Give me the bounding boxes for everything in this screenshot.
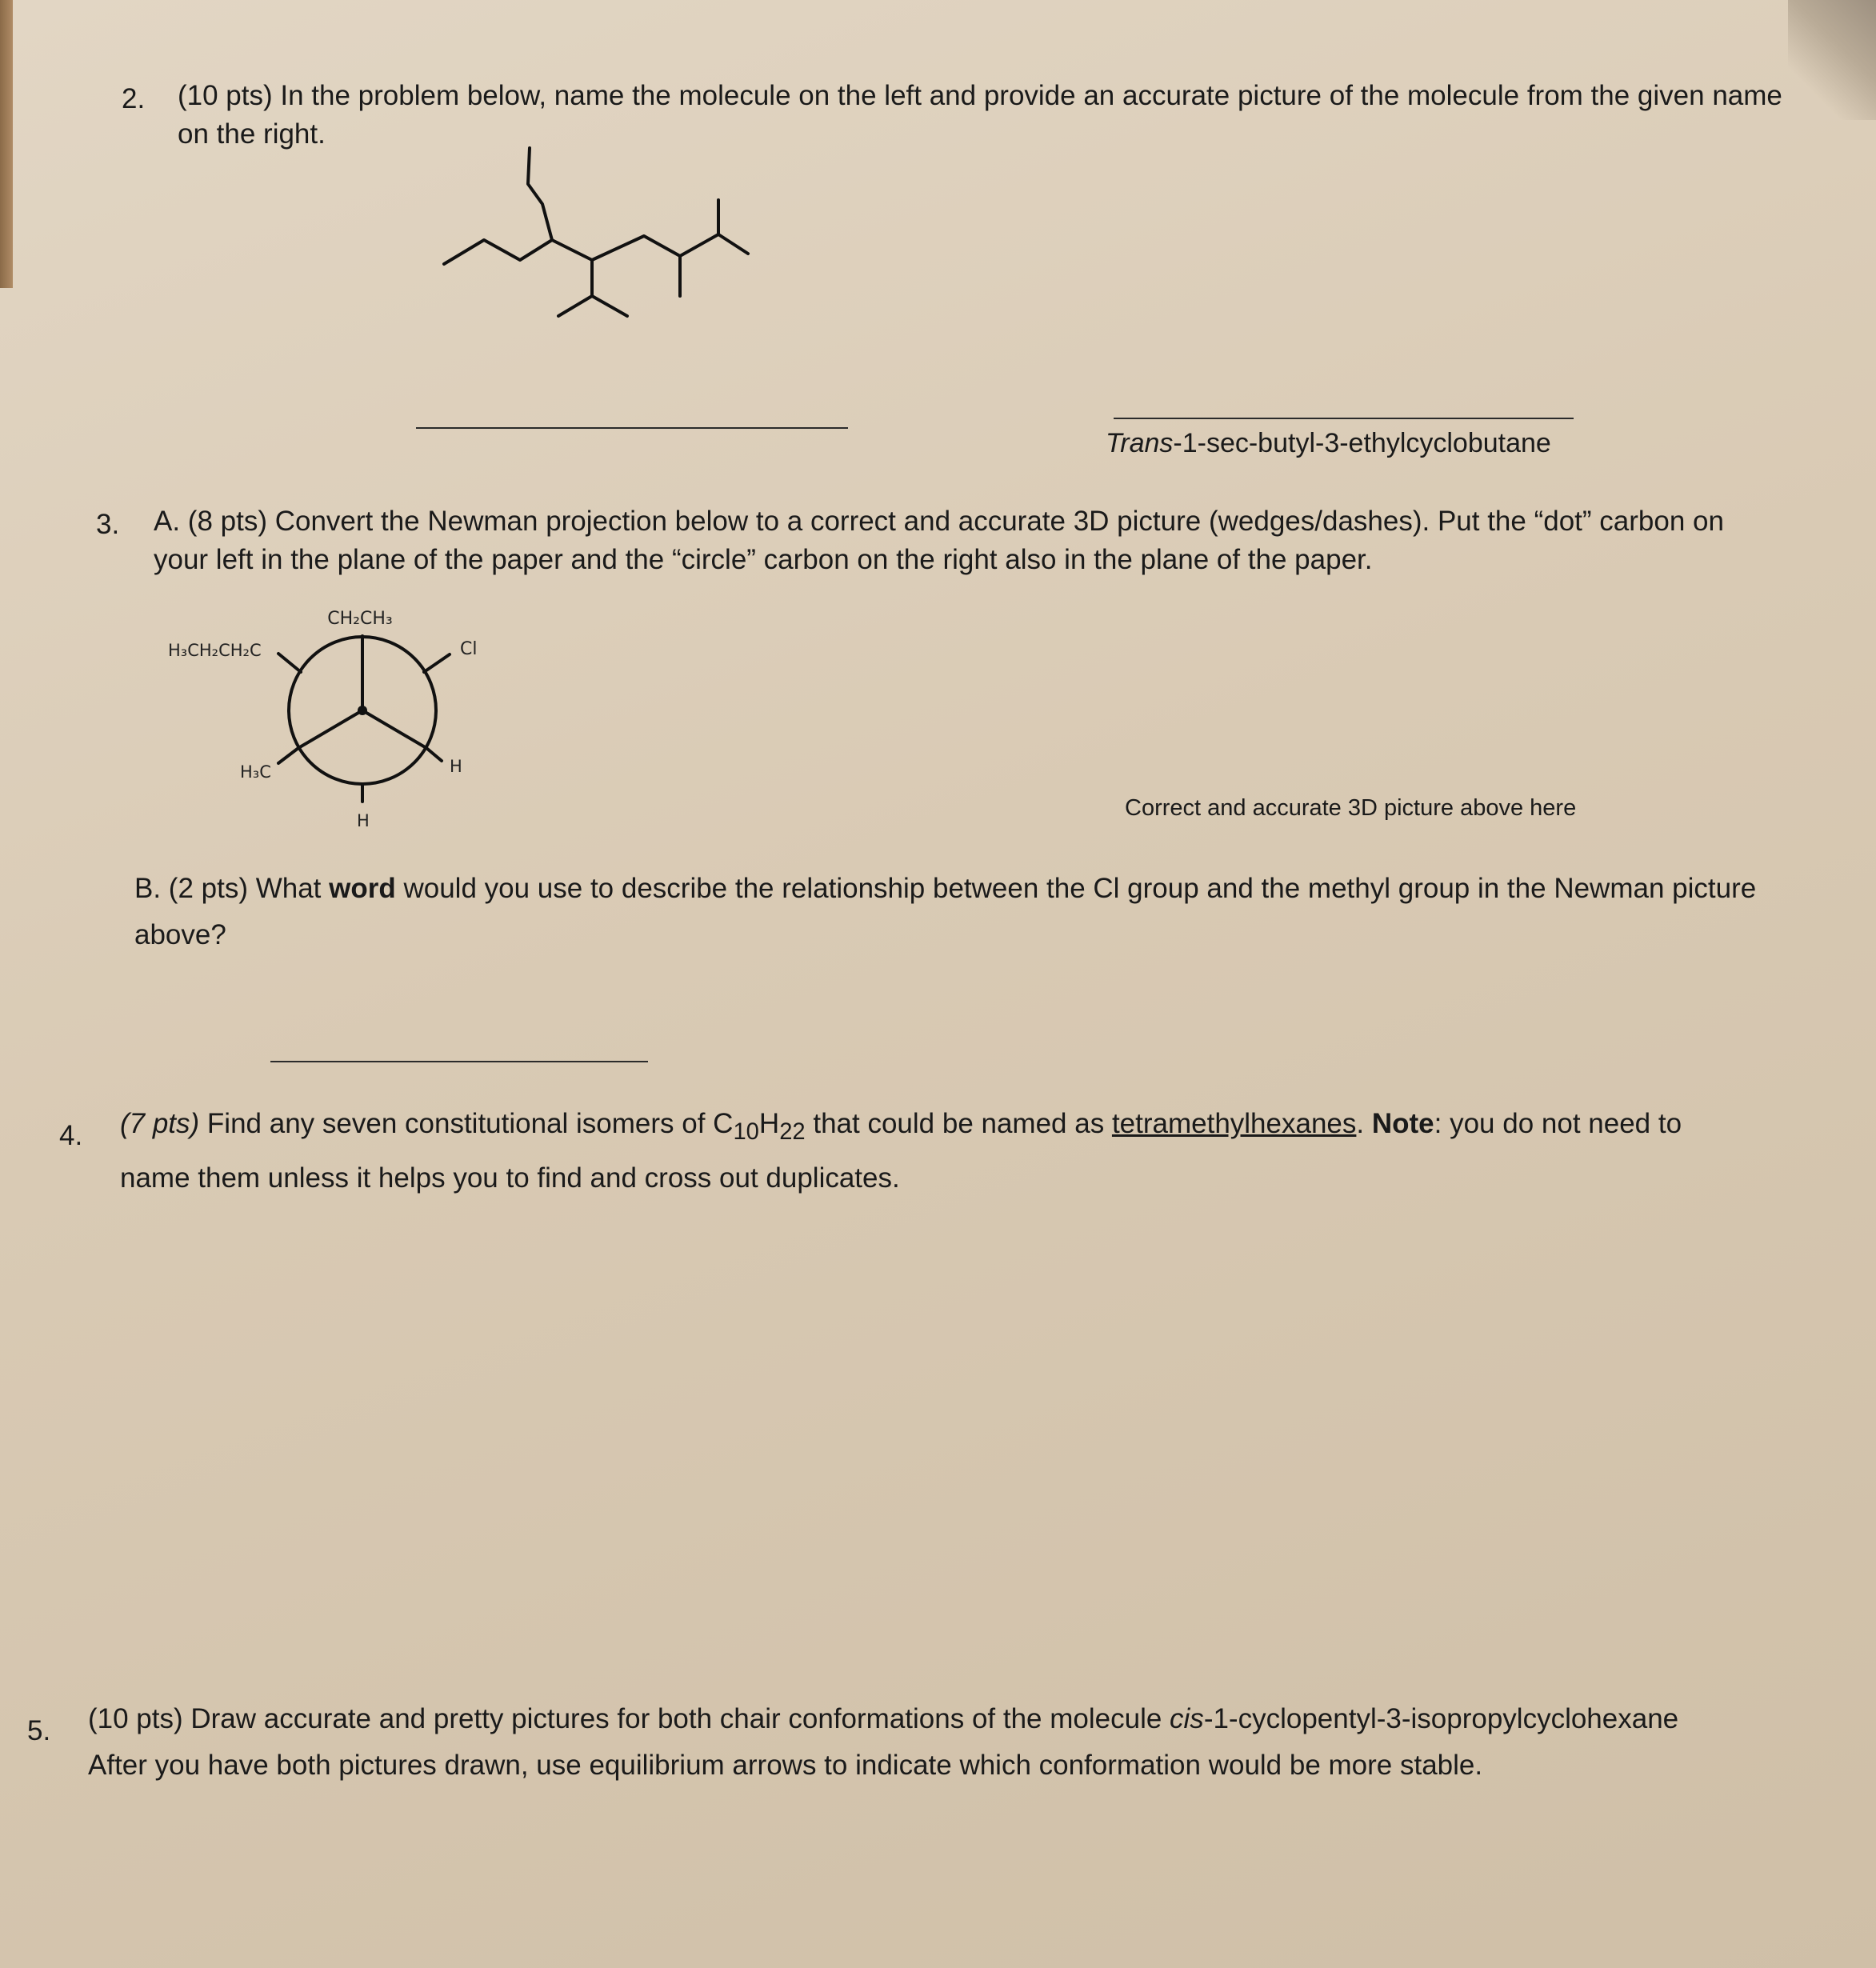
label-bottom: H	[357, 811, 370, 830]
label-lower-left: H₃C	[240, 762, 271, 782]
q3a-answer-hint: Correct and accurate 3D picture above here	[1125, 795, 1577, 821]
q2-line2: on the right.	[178, 118, 326, 150]
q3a-prompt	[154, 502, 1818, 579]
q5-number: 5.	[27, 1715, 51, 1746]
newman-projection	[160, 592, 512, 848]
lower-branch-arm-1	[558, 296, 592, 316]
front-carbon-dot	[358, 706, 367, 715]
q2-given-name: Trans-1-sec-butyl-3-ethylcyclobutane	[1106, 428, 1551, 458]
q3a-line2: your left in the plane of the paper and the “circle” carbon on the right also in the plane of the paper.	[154, 544, 1373, 575]
q2-drawing-answer-line[interactable]	[1114, 418, 1574, 419]
front-bond-lower-right	[362, 710, 426, 748]
rear-bond-lower-left	[278, 748, 298, 763]
label-lower-right: H	[450, 757, 462, 776]
skeletal-structure	[432, 140, 768, 332]
rear-bond-lower-right	[426, 748, 442, 761]
q3-number: 3.	[96, 509, 120, 540]
desk-edge	[0, 0, 13, 288]
main-chain	[444, 234, 748, 264]
q3b-prompt	[134, 866, 1854, 958]
top-ethyl-branch	[528, 148, 552, 240]
q3b-answer-line[interactable]	[270, 1061, 648, 1062]
q5-prompt	[88, 1696, 1872, 1789]
q2-line1: (10 pts) In the problem below, name the molecule on the left and provide an accurate picture of the molecule from the given name	[178, 80, 1782, 111]
rear-bond-upper-right	[424, 654, 450, 672]
q3a-line1: A. (8 pts) Convert the Newman projection below to a correct and accurate 3D picture (wedges/dashes). Put the “dot” carbon on	[154, 506, 1724, 537]
q4-line2: name them unless it helps you to find and cross out duplicates.	[120, 1162, 900, 1194]
q3b-line2: above?	[134, 919, 226, 950]
q2-name-answer-line[interactable]	[416, 427, 848, 429]
rear-bond-upper-left	[278, 654, 301, 672]
lower-branch-arm-2	[592, 296, 627, 316]
front-bond-lower-left	[298, 710, 362, 748]
q4-prompt	[120, 1101, 1840, 1202]
q3b-line1: B. (2 pts) What word would you use to describe the relationship between the Cl group and the methyl group in the Newman picture	[134, 873, 1757, 904]
label-top: CH₂CH₃	[327, 609, 393, 629]
q4-line1: (7 pts) Find any seven constitutional isomers of $C_{10}H_{22}$ that could be named as tetramethylhexanes. Note: you do not need to	[120, 1108, 1682, 1145]
q5-line2: After you have both pictures drawn, use equilibrium arrows to indicate which conformation would be more stable.	[88, 1750, 1483, 1781]
q2-number: 2.	[122, 83, 146, 114]
q4-number: 4.	[59, 1120, 83, 1151]
label-upper-right: Cl	[460, 639, 478, 659]
q2-prompt	[178, 77, 1818, 154]
label-upper-left: H₃CH₂CH₂C	[168, 641, 262, 660]
tetramethylhexanes-term: tetramethylhexanes	[1111, 1108, 1357, 1139]
q5-line1: (10 pts) Draw accurate and pretty pictures for both chair conformations of the molecule cis-1-cyclopentyl-3-isopropylcyclohexane	[88, 1703, 1679, 1734]
